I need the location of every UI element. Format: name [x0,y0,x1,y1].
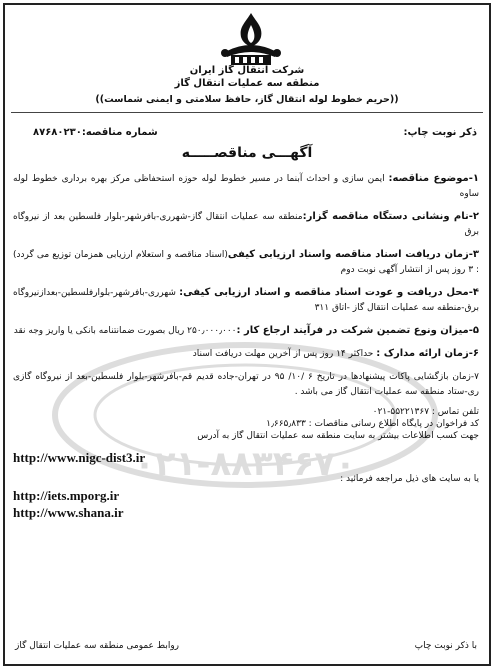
safety-slogan: ((حریم خطوط لوله انتقال گاز، حافظ سلامتی و ایمنی شماست)) [95,94,399,105]
item-label: ۶-زمان ارائه مدارک : [376,348,479,359]
item-3 [13,247,479,278]
notice-title: آگهـــی مناقصـــــه [181,145,313,161]
item-label: ۱-موضوع مناقصه: [388,173,479,184]
header-divider [11,112,483,113]
item-5 [13,323,479,339]
item-7 [13,369,479,400]
item-text: منطقه سه عملیات انتقال گاز-شهرری-بافرشهر-بلوار فلسطین بعد از نیروگاه برق [13,212,479,237]
item-text: ۲۵۰٫۰۰۰٫۰۰۰ ریال بصورت ضمانتنامه بانکی یا واریز وجه نقد [13,326,237,336]
print-turn-label: ذکر نوبت چاپ: [403,127,477,138]
item-2 [13,209,479,240]
contact-phone: تلفن تماس : ۵۵۲۲۱۳۶۷-۰۲۱ [372,407,479,417]
item-6 [13,346,479,362]
item-4 [13,285,479,316]
more-info-text: جهت کسب اطلاعات بیشتر به سایت منطقه سه عملیات انتقال گاز به آدرس [197,431,479,441]
item-label: ۵-میزان ونوع تضمین شرکت در فرآیند ارجاع کار : [236,325,479,336]
item-text: ایمن سازی و احداث آبنما در مسیر خطوط لوله حوزه استحفاظی مرکز بهره برداری خطوط لوله ساوه [13,174,479,199]
tender-notice-page [3,3,491,666]
tender-code: کد فراخوان در پایگاه اطلاع رسانی مناقصات : ۱٫۶۶۵٫۸۳۳ [266,419,479,429]
website-link-iets[interactable]: http://iets.mporg.ir [13,488,120,503]
tender-number: شماره مناقصه:۸۷۶۸۰۲۳۰ [33,127,158,138]
item-text: (اسناد مناقصه و استعلام ارزیابی همزمان توزیع می گردد) : ۳ روز پس از انتشار آگهی نوبت دوم [13,250,479,275]
notice-body [13,171,479,521]
footer-public-relations: روابط عمومی منطقه سه عملیات انتقال گاز [15,641,180,651]
company-name: شرکت انتقال گاز ایران [189,65,305,76]
notice-footer [15,641,477,651]
item-text: ۷-زمان بازگشایی پاکات پیشنهادها در تاریخ ۶ /۱۰/ ۹۵ در تهران-جاده قدیم قم-بافرشهر-بلوار فلسطین-بعد از نیروگاه گازی ری-ستاد منطقه سه عملیات انتقال گاز می باشد . [13,372,479,397]
item-text: شهرری-بافرشهر-بلوارفلسطین-بعدازنیروگاه برق-منطقه سه عملیات انتقال گاز -اتاق ۳۱۱ [13,288,479,313]
item-text: حداکثر ۱۴ روز پس از آخرین مهلت دریافت اسناد [192,349,377,359]
item-1 [13,171,479,202]
region-name: منطقه سه عملیات انتقال گاز [174,78,320,89]
other-sites-text: یا به سایت های ذیل مراجعه فرمائید : [340,474,479,484]
item-label: ۴-محل دریافت و عودت اسناد مناقصه و اسناد ارزیابی کیفی: [179,287,479,298]
item-label: ۳-زمان دریافت اسناد مناقصه واسناد ارزیابی کیفی [227,249,480,260]
website-link-region[interactable]: http://www.nigc-dist3.ir [13,450,146,465]
website-link-shana[interactable]: http://www.shana.ir [13,505,124,520]
item-label: ۲-نام ونشانی دستگاه مناقصه گزار: [302,211,479,222]
watermark-phone: ۰۲۱-۸۸۳۴۶۷۰ [134,444,356,484]
nigc-flame-logo-icon [217,11,285,69]
footer-print-note: با ذکر نوبت چاپ [414,641,477,651]
